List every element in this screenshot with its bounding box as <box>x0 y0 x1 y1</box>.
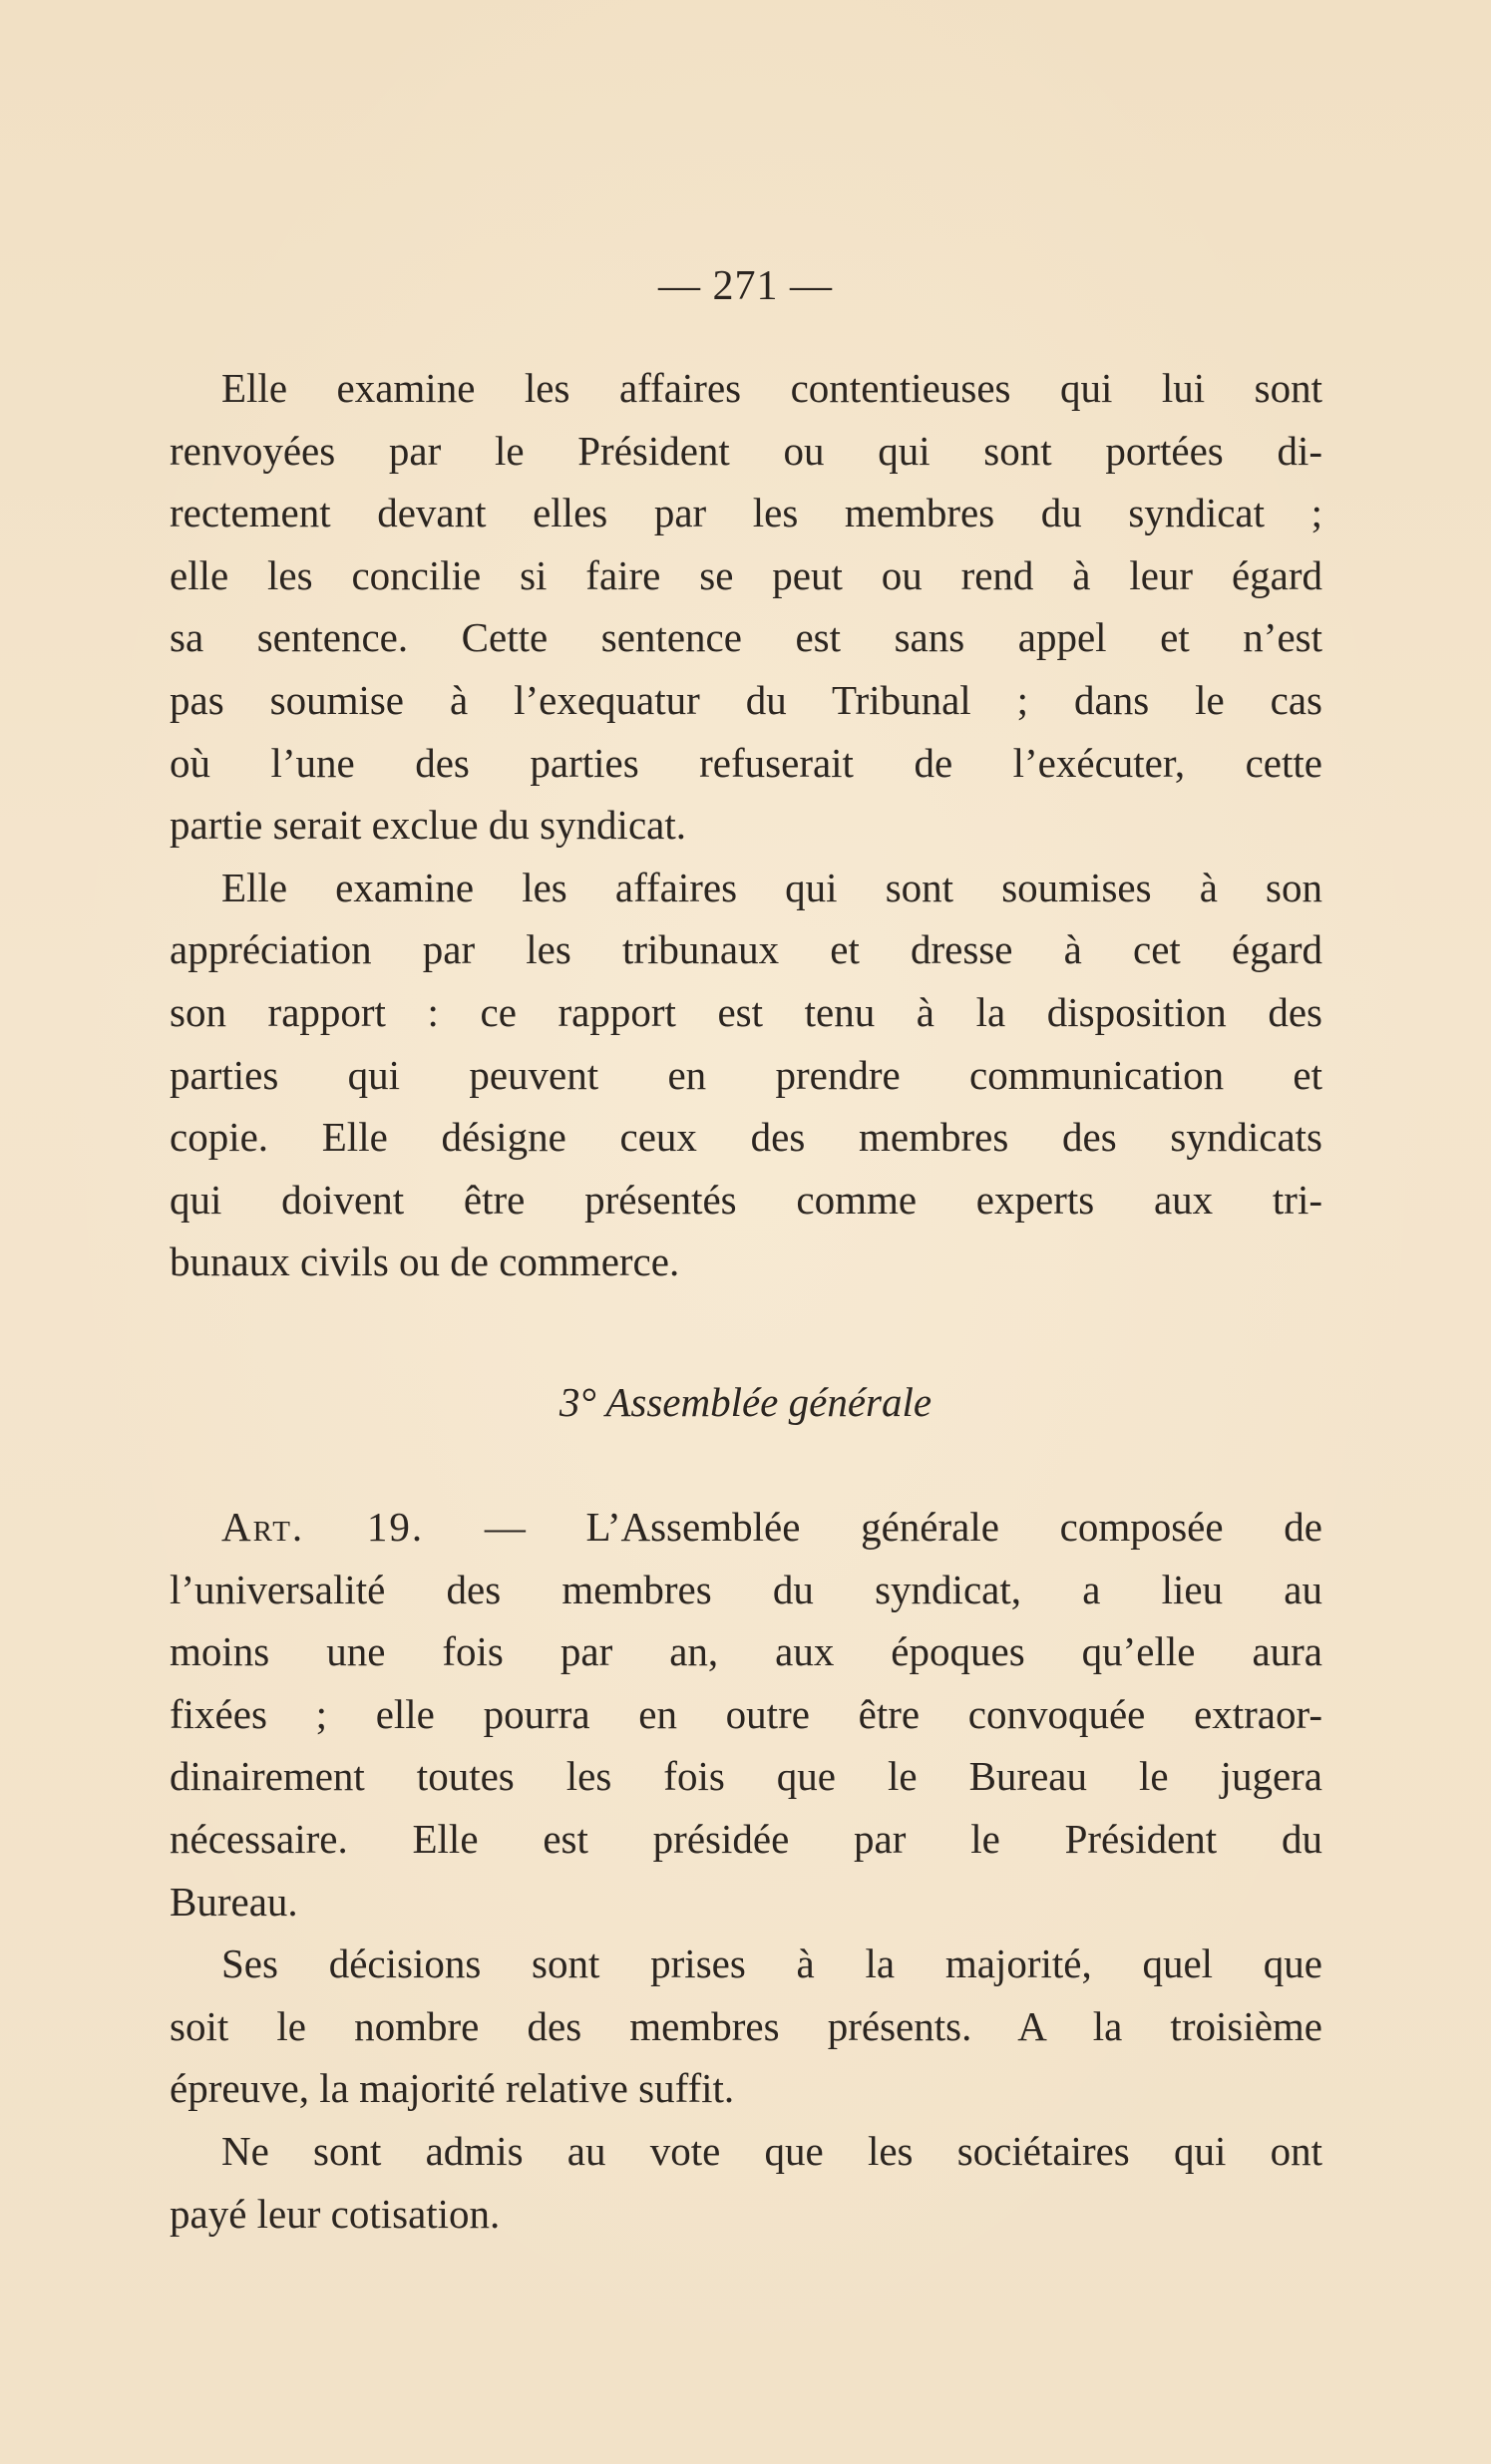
page-number: — 271 — <box>658 263 833 309</box>
text-line: son rapport : ce rapport est tenu à la disposition des <box>170 988 1322 1035</box>
text-line: copie. Elle désigne ceux des membres des syndicats <box>170 1114 1322 1161</box>
text-line: rectement devant elles par les membres du syndicat ; <box>170 490 1322 536</box>
text-line: dinairement toutes les fois que le Bureau le jugera <box>170 1753 1322 1800</box>
text-line: l’universalité des membres du syndicat, a lieu au <box>170 1566 1322 1612</box>
article-text: — L’Assemblée générale composée de <box>424 1504 1322 1550</box>
text-line: où l’une des parties refuserait de l’exécuter, cette <box>170 739 1322 786</box>
text-line: sa sentence. Cette sentence est sans appel et n’est <box>170 614 1322 661</box>
text-line: payé leur cotisation. <box>170 2190 501 2237</box>
text-line: Elle examine les affaires qui sont soumises à son <box>221 864 1322 910</box>
text-line: fixées ; elle pourra en outre être convoquée extraor- <box>170 1690 1322 1737</box>
text-line: nécessaire. Elle est présidée par le Président du <box>170 1815 1322 1862</box>
text-line: parties qui peuvent en prendre communication et <box>170 1051 1322 1098</box>
text-line: Elle examine les affaires contentieuses qui lui sont <box>221 365 1322 411</box>
text-line: appréciation par les tribunaux et dresse à cet égard <box>170 926 1322 973</box>
text-line: épreuve, la majorité relative suffit. <box>170 2065 735 2112</box>
text-line: moins une fois par an, aux époques qu’elle aura <box>170 1628 1322 1675</box>
text-line: Ne sont admis au vote que les sociétaires qui ont <box>221 2127 1322 2174</box>
body-text-bottom <box>170 1496 1322 2245</box>
text-line: partie serait exclue du syndicat. <box>170 802 686 849</box>
text-line: Ses décisions sont prises à la majorité, quel que <box>221 1940 1322 1987</box>
article-label: Art. 19. <box>221 1504 425 1550</box>
article-line <box>170 1496 1322 1559</box>
text-line: Bureau. <box>170 1878 298 1925</box>
text-line: bunaux civils ou de commerce. <box>170 1238 680 1285</box>
section-heading: 3° Assemblée générale <box>559 1379 932 1425</box>
text-line: pas soumise à l’exequatur du Tribunal ; dans le cas <box>170 676 1322 723</box>
text-line: qui doivent être présentés comme experts aux tri- <box>170 1176 1322 1223</box>
text-line: renvoyées par le Président ou qui sont portées di- <box>170 427 1322 474</box>
body-text-top <box>170 357 1322 1293</box>
text-line: elle les concilie si faire se peut ou rend à leur égard <box>170 551 1322 598</box>
text-line: soit le nombre des membres présents. A la troisième <box>170 2002 1322 2049</box>
